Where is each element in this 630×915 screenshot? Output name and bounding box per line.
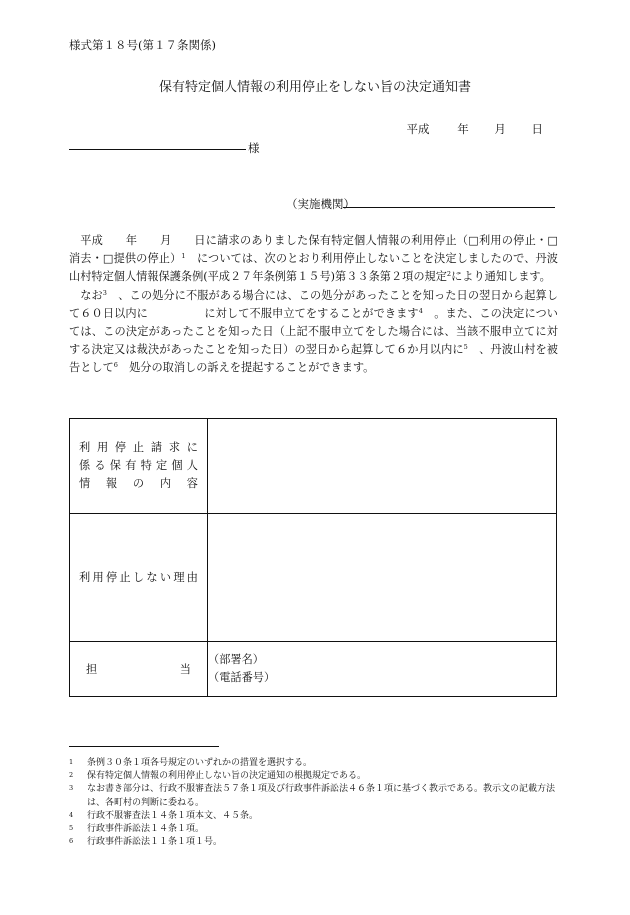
- document-title: 保有特定個人情報の利用停止をしない旨の決定通知書: [158, 80, 471, 95]
- form-number: 様式第１８号(第１７条関係): [69, 38, 216, 52]
- reason-field[interactable]: [208, 514, 557, 642]
- department-label: （部署名）: [208, 653, 264, 666]
- body-paragraph-2: [69, 287, 558, 378]
- footnote-item: [69, 770, 564, 783]
- body-text-segment: なお: [80, 288, 103, 302]
- decision-table: [69, 418, 557, 697]
- footnote-number: 5: [69, 824, 74, 833]
- recipient-name-line[interactable]: [69, 149, 246, 150]
- notice-body: [69, 232, 558, 378]
- date-month: 月: [494, 122, 506, 136]
- body-text-segment: 平成 年 月 日に請求のありました保有特定個人情報の利用停止（□利用の停止・□消去・□提供の停止）: [69, 234, 558, 266]
- footnote-text: 条例３０条１項各号規定のいずれかの措置を選択する。: [87, 758, 313, 768]
- phone-label: （電話番号）: [208, 671, 276, 684]
- table-row: [70, 514, 557, 642]
- footnote-number: 1: [69, 758, 74, 766]
- reason-label: [70, 514, 208, 642]
- body-text-segment: 処分の取消しの訴えを提起することができます。: [117, 361, 375, 375]
- footnote-ref: 1: [181, 252, 186, 261]
- footnote-ref: 6: [113, 361, 118, 370]
- date-year: 年: [457, 122, 469, 136]
- contact-label: [70, 642, 208, 697]
- table-row: [70, 419, 557, 514]
- footnote-number: 3: [69, 784, 74, 793]
- info-content-field[interactable]: [208, 419, 557, 514]
- footnote-separator: [69, 746, 219, 747]
- footnote-item: [69, 836, 564, 849]
- body-paragraph-1: [69, 232, 558, 287]
- footnote-item: [69, 757, 564, 770]
- footnote-text: 行政不服審査法１４条１項本文、４５条。: [87, 810, 259, 821]
- footnote-text: なお書き部分は、行政不服審査法５７条１項及び行政事件訴訟法４６条１項に基づく教示である。教示文の記載方法は、各町村の判断に委ねる。: [87, 784, 556, 808]
- footnote-item: [69, 823, 564, 836]
- footnote-ref: 5: [463, 343, 468, 352]
- body-text-segment: 、丹波山村を被告として: [69, 343, 558, 375]
- contact-field[interactable]: [208, 642, 557, 697]
- info-content-label: [70, 419, 208, 514]
- footnote-ref: 3: [102, 288, 107, 297]
- label-line: 情報の内容: [79, 477, 198, 490]
- contact-label-right: 当: [179, 663, 191, 676]
- footnote-item: [69, 810, 564, 823]
- body-text-segment: により通知します。: [451, 270, 551, 284]
- label-line: 係る保有特定個人: [79, 459, 198, 472]
- recipient-suffix: 様: [248, 141, 260, 155]
- footnote-ref: 2: [446, 270, 452, 279]
- footnote-text: 行政事件訴訟法１４条１項。: [87, 824, 205, 835]
- footnote-number: 6: [69, 837, 74, 846]
- agency-label: （実施機関）: [286, 197, 355, 211]
- contact-label-left: 担: [86, 663, 98, 676]
- body-text-segment: については、次のとおり利用停止しないことを決定しましたので、丹波山村特定個人情報保護条例(平成２７年条例第１５号)第３３条第２項の規定: [69, 252, 558, 284]
- date-line: [407, 121, 543, 137]
- body-text-segment: 。また、この決定については、この決定があったことを知った日（上記不服申立てをした場合には、当該不服申立てに対する決定又は裁決があったことを知った日）の翌日から起算して６か月以内に: [69, 306, 558, 357]
- footnotes: [69, 757, 564, 849]
- footnote-item: [69, 783, 564, 809]
- footnote-text: 行政事件訴訟法１１条１項１号。: [87, 837, 223, 848]
- footnote-number: 4: [69, 810, 74, 819]
- footnote-ref: 4: [418, 306, 423, 315]
- footnote-number: 2: [69, 771, 74, 780]
- label-line: 利用停止請求に: [79, 441, 198, 454]
- agency-name-line[interactable]: [343, 207, 555, 208]
- body-text-segment: 、この処分に不服がある場合には、この処分があったことを知った日の翌日から起算して６０日以内に に対して不服申立てをすることができます: [69, 288, 558, 320]
- footnote-text: 保有特定個人情報の利用停止しない旨の決定通知の根拠規定である。: [87, 771, 367, 782]
- label-line: 利用停止しない理由: [79, 570, 198, 584]
- date-era: 平成: [406, 122, 430, 136]
- table-row: [70, 642, 557, 697]
- date-day: 日: [531, 122, 543, 136]
